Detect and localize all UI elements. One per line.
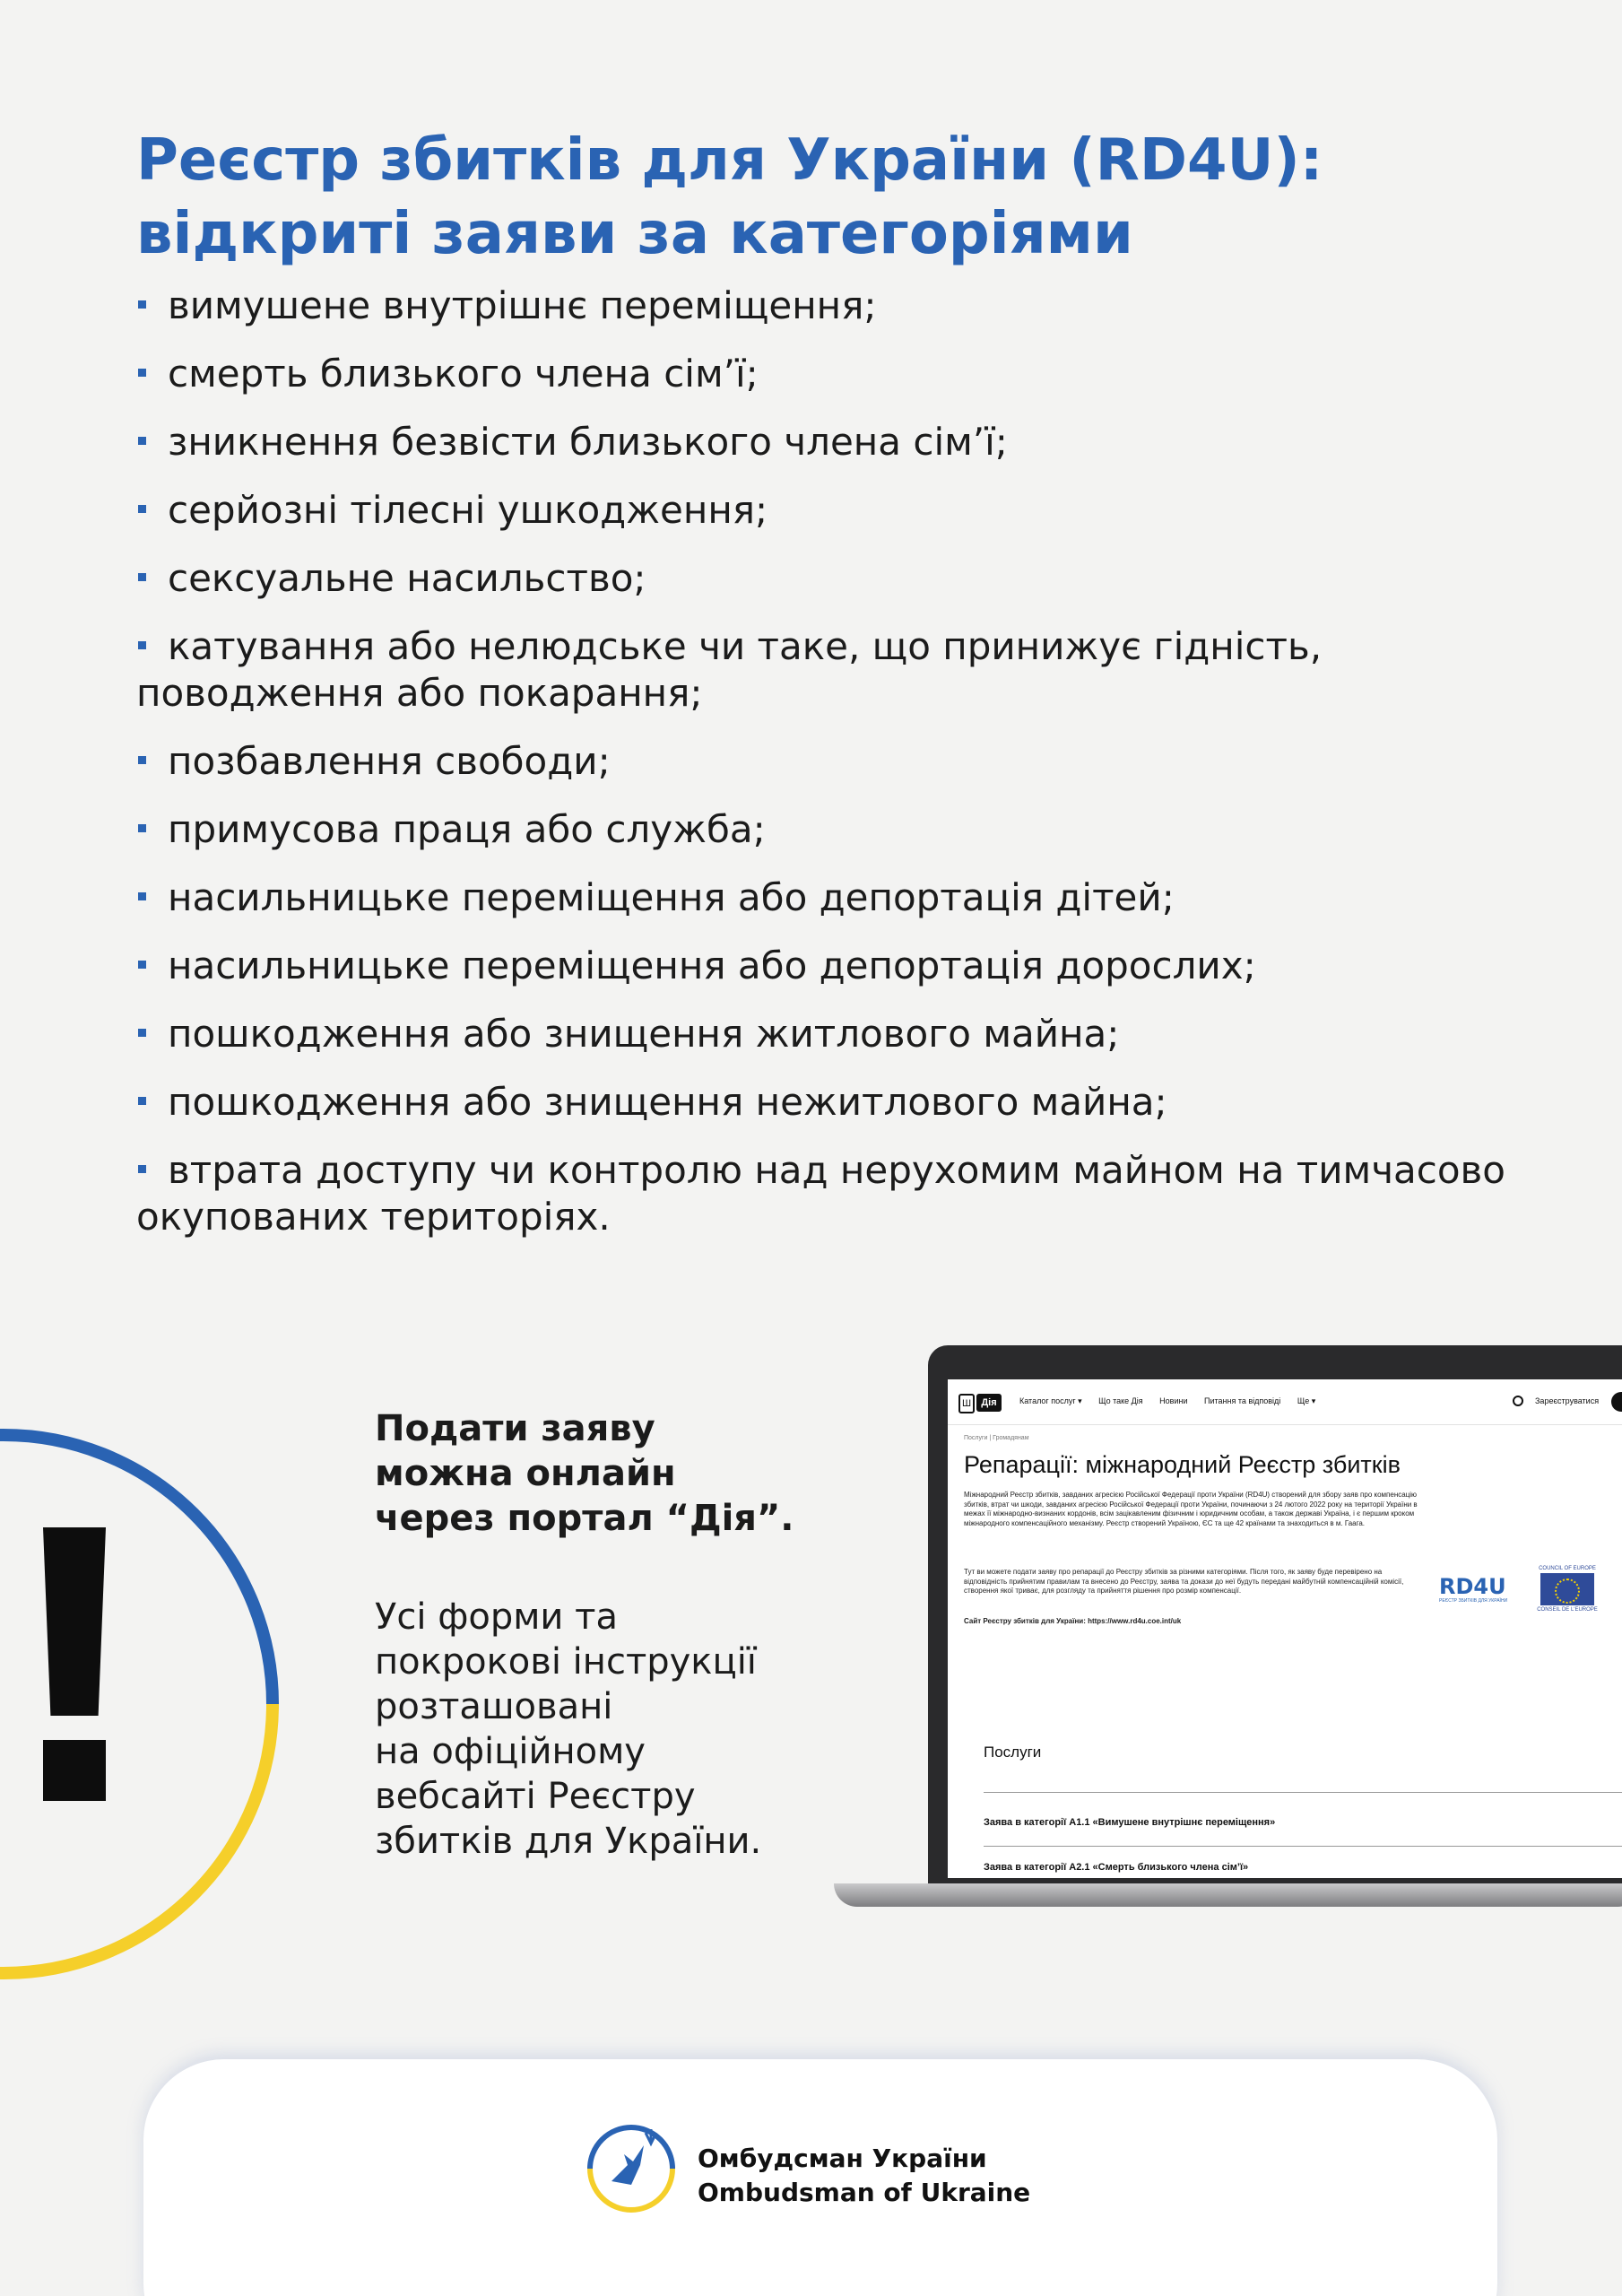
site-description: Міжнародний Реєстр збитків, завданих агресією Російської Федерації проти України (RD4U) створений для збору заяв про компенсацію збитків, втрат чи шкоди, завданих агресією Російської Федерації проти України, починаючи з 24 лютого 2022 року на території України в межах її міжнародно-визнаних кордонів, всім зацікавленим фізичним і юридичним особам, а також державі Україна, і є першим кроком міжнародного компенсаційного механізму. Реєстр створений Україною, ЄС та ще 42 країнами та знаходиться в м. Гаага. [964,1491,1418,1527]
site-nav [948,1379,1622,1425]
service-link-a1-1[interactable]: Заява в категорії А1.1 «Вимушене внутрішнє переміщення» [984,1817,1276,1828]
list-item: примусова праця або служба; [136,806,1571,853]
ombudsman-name [698,2142,1030,2210]
bullet-icon [138,641,146,649]
eu-stars-icon [1540,1573,1594,1605]
site-description-2: Тут ви можете подати заяву про репарації до Реєстру збитків за різними категоріями. Після того, як заяву буде перевірено на відповідність прийнятим правилам та внесено до Реєстру, заява та докази до неї будуть передані майбутній компенсаційній комісії, створення якої триває, для розгляду та прийняття рішення про розмір компенсації. [964,1568,1404,1595]
bullet-icon [138,824,146,832]
list-item: вимушене внутрішнє переміщення; [136,283,1571,329]
trident-icon: Ш [958,1394,975,1413]
bullet-icon [138,437,146,445]
notice-circle-icon [0,1422,285,1986]
list-item: насильницьке переміщення або депортація дітей; [136,874,1571,921]
website-screenshot [948,1379,1622,1878]
login-button[interactable] [1611,1392,1622,1412]
list-item: зникнення безвісти близького члена сім’ї; [136,419,1571,465]
list-item: смерть близького члена сім’ї; [136,351,1571,397]
bullet-icon [138,505,146,513]
bullet-icon [138,1165,146,1173]
list-item: серйозні тілесні ушкодження; [136,487,1571,534]
ombudsman-logo-icon [581,2118,681,2219]
council-of-europe-logo: COUNCIL OF EUROPE CONSEIL DE L'EUROPE [1537,1566,1598,1613]
site-link[interactable]: Сайт Реєстру збитків для України: https://www.rd4u.coe.int/uk [964,1617,1182,1625]
bullet-icon [138,1097,146,1105]
notice-text [375,1406,841,1864]
exclamation-icon [43,1527,106,1716]
list-item: катування або нелюдське чи таке, що принижує гідність, поводження або покарання; [136,624,1323,715]
nav-item-news[interactable]: Новини [1159,1396,1188,1405]
rd4u-logo: RD4U РЕЄСТР ЗБИТКІВ ДЛЯ УКРАЇНИ [1439,1574,1508,1604]
exclamation-dot-icon [43,1740,106,1801]
bullet-icon [138,300,146,309]
list-item: втрата доступу чи контролю над нерухомим майном на тимчасово окупованих територіях. [136,1148,1506,1239]
apply-online-text: Подати заяву можна онлайн через портал “Дія”. [375,1408,794,1539]
nav-item-about[interactable]: Що таке Дія [1098,1396,1143,1405]
list-item: пошкодження або знищення житлового майна; [136,1011,1571,1057]
list-item: позбавлення свободи; [136,738,1571,785]
nav-item-catalog[interactable]: Каталог послуг ▾ [1019,1396,1082,1405]
register-link[interactable]: Зареєструватися [1535,1396,1600,1405]
laptop-base [834,1883,1622,1907]
page-title [136,124,1535,271]
bullet-icon [138,1029,146,1037]
nav-item-more[interactable]: Ще ▾ [1297,1396,1316,1405]
bullet-icon [138,892,146,900]
bullet-icon [138,369,146,377]
search-icon[interactable] [1513,1396,1523,1406]
divider [984,1792,1622,1793]
title-line-2: відкриті заяви за категоріями [136,201,1133,267]
ombudsman-name-uk: Омбудсман України [698,2144,987,2173]
site-heading: Репарації: міжнародний Реєстр збитків [964,1451,1401,1478]
bullet-icon [138,573,146,581]
services-heading: Послуги [984,1744,1042,1761]
list-item: насильницьке переміщення або депортація дорослих; [136,943,1571,989]
service-link-a2-1[interactable]: Заява в категорії А2.1 «Смерть близького члена сім’ї» [984,1862,1249,1873]
nav-item-faq[interactable]: Питання та відповіді [1204,1396,1281,1405]
category-list [136,283,1571,1262]
list-item: пошкодження або знищення нежитлового майна; [136,1079,1571,1126]
title-line-1: Реєстр збитків для України (RD4U): [136,127,1323,194]
nav-menu [1019,1396,1330,1406]
bullet-icon [138,961,146,969]
diia-logo[interactable]: Дія [976,1394,1002,1412]
bullet-icon [138,756,146,764]
instructions-text: Усі форми та покрокові інструкції розташовані на офіційному вебсайті Реєстру збитків для України. [375,1596,762,1862]
laptop-mockup [928,1345,1622,1901]
ombudsman-name-en: Ombudsman of Ukraine [698,2178,1031,2207]
list-item: сексуальне насильство; [136,555,1571,602]
breadcrumb[interactable]: Послуги | Громадянам [964,1435,1029,1441]
divider [984,1846,1622,1847]
